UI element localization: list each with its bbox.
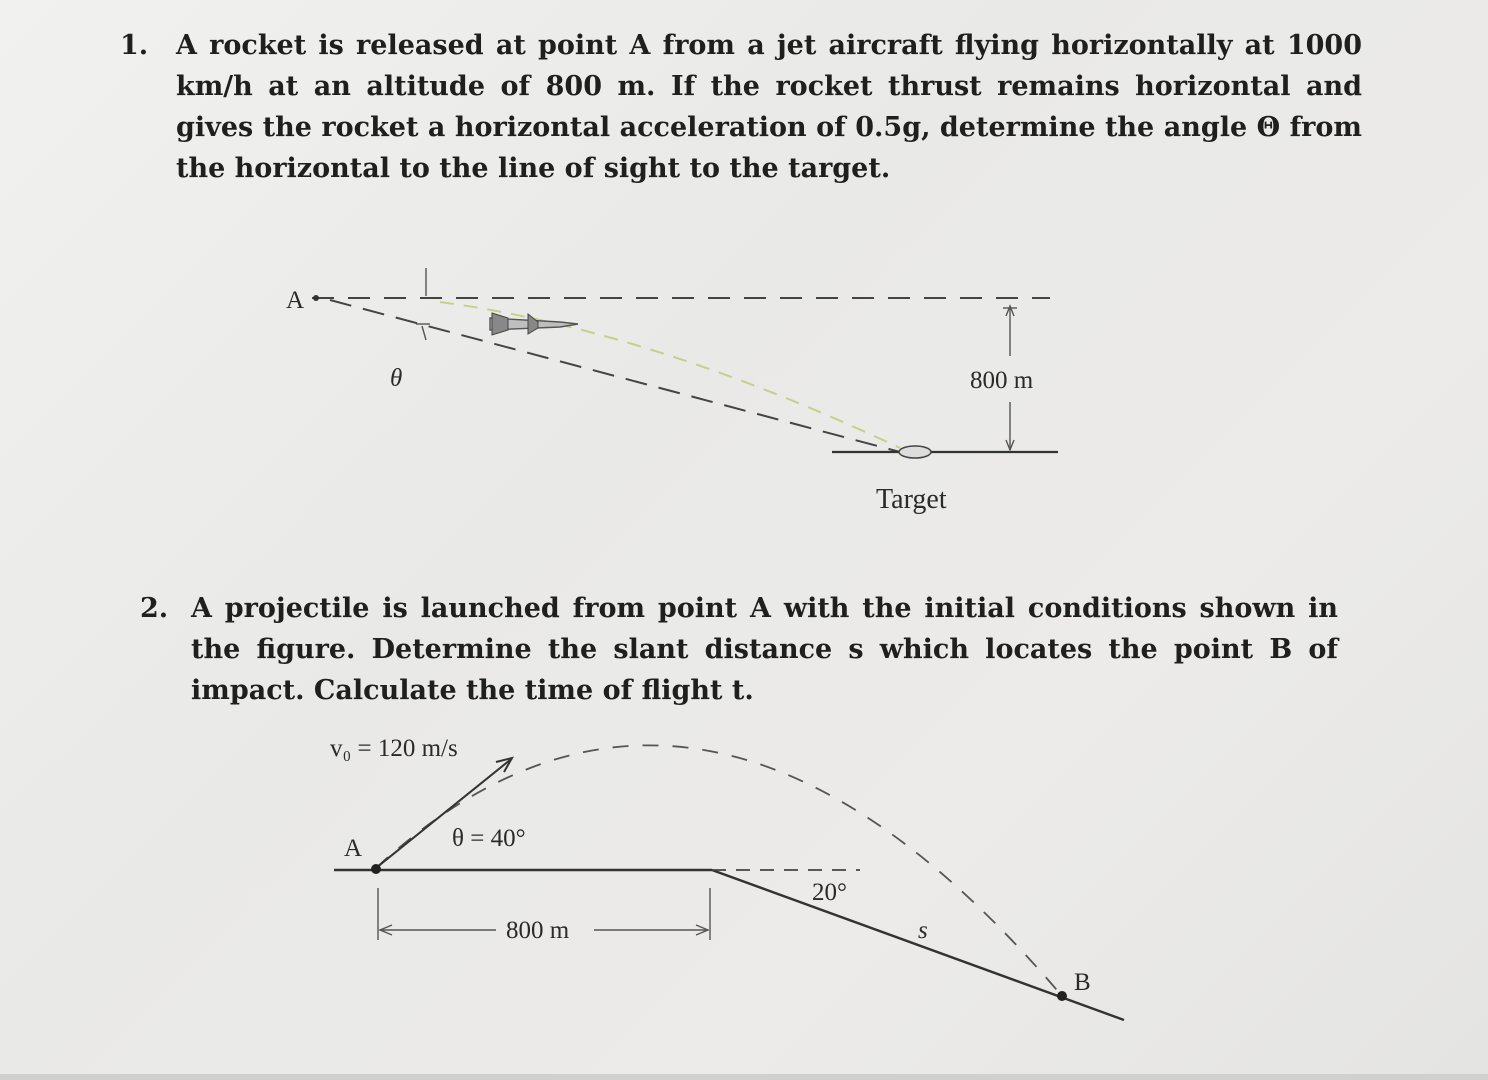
- problem-2-text: A projectile is launched from point A with the initial conditions shown in the figure. Determine the slant distance s which locates the point B of impact. Calculate the time of flight t.: [191, 593, 1338, 706]
- point-a-label: A: [344, 835, 363, 862]
- angle-theta-label: θ: [390, 365, 403, 392]
- point-b-label: B: [1074, 969, 1091, 996]
- problem-1-text: A rocket is released at point A from a jet aircraft flying horizontally at 1000 km/h at an altitude of 800 m. If the rocket thrust remains horizontal and gives the rocket a horizontal acceleration of 0.5g, determine the angle Θ from the horizontal to the line of sight to the target.: [176, 30, 1362, 184]
- initial-velocity-label: v₀ = 120 m/s: [330, 735, 458, 762]
- point-a-label: A: [286, 287, 305, 314]
- point-b-dot: [1057, 991, 1067, 1001]
- slope-angle-label: 20°: [812, 879, 847, 906]
- slant-distance-label: s: [918, 917, 928, 944]
- page-bottom-divider: [0, 1074, 1488, 1080]
- point-a-dot: [371, 864, 381, 874]
- problem-1-number: 1.: [120, 30, 149, 61]
- problem-2-number: 2.: [140, 593, 169, 624]
- target-label: Target: [876, 484, 947, 515]
- distance-label: 800 m: [506, 917, 570, 944]
- altitude-label: 800 m: [970, 367, 1034, 394]
- launch-angle-label: θ = 40°: [452, 825, 526, 852]
